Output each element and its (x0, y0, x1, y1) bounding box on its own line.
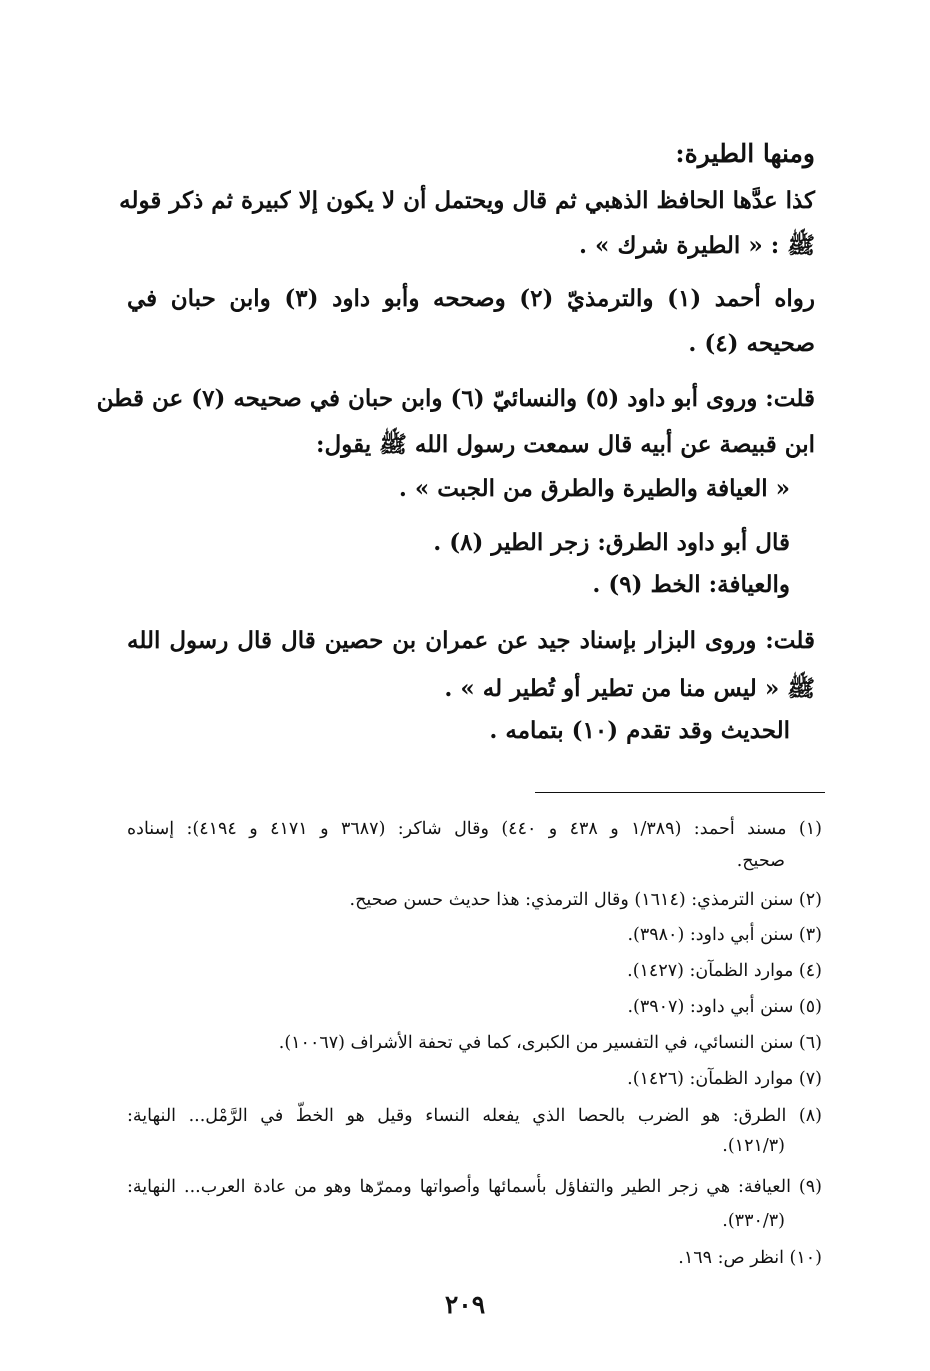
body-line: الحديث وقد تقدم (١٠) بتمامه . (489, 717, 790, 744)
body-line: « العيافة والطيرة والطرق من الجبت » . (398, 475, 790, 502)
body-line: قلت: وروى البزار بإسناد جيد عن عمران بن حصين قال قال رسول الله (127, 627, 815, 654)
footnote-line: صحيح. (736, 851, 785, 871)
footnote-line: (٩) العيافة: هي زجر الطير والتفاؤل بأسمائها وأصواتها وممرّها وهو من عادة العرب... النهاية: (127, 1177, 822, 1197)
footnote-line: (١٠) انظر ص: ١٦٩. (678, 1248, 822, 1268)
footnote-line: (٢) سنن الترمذي: (١٦١٤) وقال الترمذي: هذا حديث حسن صحيح. (349, 890, 822, 910)
footnote-line: (٨) الطرق: هو الضرب بالحصا الذي يفعله النساء وقيل هو الخطّ في الرَّمْل... النهاية: (127, 1106, 822, 1126)
body-line: والعيافة: الخط (٩) . (592, 571, 790, 598)
footnote-line: (٥) سنن أبي داود: (٣٩٠٧). (627, 997, 822, 1017)
body-line: ابن قبيصة عن أبيه قال سمعت رسول الله ﷺ يقول: (316, 431, 815, 458)
body-line: قلت: وروى أبو داود (٥) والنسائيّ (٦) وابن حبان في صحيحه (٧) عن قطن (96, 385, 815, 412)
footnote-line: (١) مسند أحمد: (١/٣٨٩ و ٤٣٨ و ٤٤٠) وقال شاكر: (٣٦٨٧ و ٤١٧١ و ٤١٩٤): إسناده (127, 819, 822, 839)
body-line: قال أبو داود الطرق: زجر الطير (٨) . (433, 529, 790, 556)
footnote-line: (١٢١/٣). (722, 1136, 785, 1156)
body-line: ﷺ « ليس منا من تطير أو تُطير له » . (444, 675, 815, 702)
footnote-line: (٦) سنن النسائي، في التفسير من الكبرى، كما في تحفة الأشراف (١٠٠٦٧). (278, 1033, 822, 1053)
body-line: رواه أحمد (١) والترمذيّ (٢) وصححه وأبو داود (٣) وابن حبان في (127, 285, 816, 312)
body-line: صحيحه (٤) . (688, 330, 815, 357)
body-line: كذا عدَّها الحافظ الذهبي ثم قال ويحتمل أن لا يكون إلا كبيرة ثم ذكر قوله (119, 187, 815, 214)
footnote-line: (٣٣٠/٣). (722, 1211, 785, 1231)
section-heading: ومنها الطيرة: (675, 139, 815, 168)
page-number: ٢٠٩ (444, 1290, 486, 1319)
footnote-line: (٣) سنن أبي داود: (٣٩٨٠). (627, 925, 822, 945)
footnote-line: (٤) موارد الظمآن: (١٤٢٧). (627, 961, 822, 981)
footnote-separator (535, 792, 825, 793)
body-line: ﷺ : « الطيرة شرك » . (579, 232, 815, 259)
footnote-line: (٧) موارد الظمآن: (١٤٢٦). (627, 1069, 822, 1089)
